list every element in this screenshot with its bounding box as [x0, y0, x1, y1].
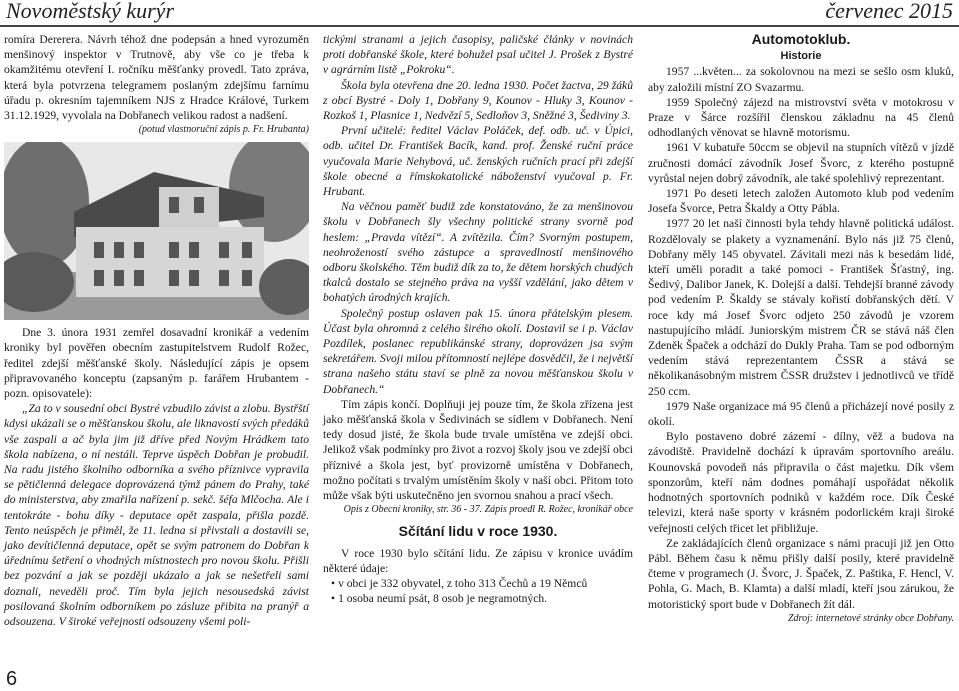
subheading: Historie: [780, 50, 822, 63]
column-right: [648, 32, 954, 625]
paragraph: 1961 V kubatuře 50ccm se objevil na stupních vítězů v jízdě zručnosti domácí závodník Josef Švorc, z kterého postupně vyrůstal nejen dobrý závodník, ale také spolehlivý reprezentant.: [648, 141, 954, 185]
paragraph: Tím zápis končí. Doplňuji jej pouze tím, že škola zřízena jest jako měšťanská škola v Šedivinách se sídlem v Dobřanech. Není tedy dosud jisté, že škola bude trvale umístěna ve zdejší obci. Jelikož však podmínky pro život a rozvoj školy jsou ve zdejší obci příznivé a škola jest, byť provizorně umístěna v Dobřanech, možno počítati s trvalým umístěním školy v naší obci. Přitom toto může však býti uskutečněno jen svornou snahou a prací všech.: [323, 397, 633, 503]
column-middle: [323, 32, 633, 606]
paragraph: 1959 Společný zájezd na mistrovství světa v motokrosu v Praze v Šárce rozšířil členskou základnu na 45 členů odhodlaných věnovat se hlavně motorismu.: [648, 95, 954, 140]
paragraph: tickými stranami a jejich časopisy, paličské články v novinách proti dobřanské škole, které bohužel psal učitel J. Prošek z Bystré v agrárním listě „Pokroku“.: [323, 33, 633, 77]
paragraph: Společný postup oslaven pak 15. února přátelským plesem. Účast byla ohromná z celého širého okolí. Dostavil se i p. Václav Pozdílek, poslanec republikánské strany, doprovázen jsa svým sekretářem. Svoji milou přítomností nejlépe dosvědčil, že i největší strana našeho státu staví se plně za novou měšťanskou školu v Dobřanech.“: [323, 306, 633, 396]
school-building-photo: [4, 142, 309, 320]
paragraph: Škola byla otevřena dne 20. ledna 1930. Počet žactva, 29 žáků z obcí Bystré - Doly 1, Dobřany 9, Kounov - Hluky 3, Kounov - Rozkoš 1, Plasnice 1, Nedvězí 5, Sedloňov 3, Sněžné 3, Šediviny 3.: [323, 78, 633, 123]
paragraph: romíra Dererera. Návrh téhož dne podepsán a hned vyrozuměn menšinový inspektor v Trutnově, aby vše co je třeba k okamžitému otevření I. ročníku měšťanky provedl. Tato zpráva, která byla potvrzena telegramem poslaným zdejšímu farnímu úřadu p. okresním tajemníkem NJS z Hradce Králové, Turkem 31.12.1929, vyvolala na Dobřanech velikou radost a nadšení.: [4, 33, 309, 123]
section-heading: Sčítání lidu v roce 1930.: [398, 523, 558, 540]
paragraph: 1977 20 let naší činnosti byla tehdy hlavně politická událost. Rozdělovaly se plakety a vyznamenání. Bylo nás již 75 členů, Dobřany měly 145 obyvatel. Závitali mezi nás k besedám lidé, kteří uměli poradit a také pomoci - František Šťastný, ing. Šedivý, Dalibor Janek, K. Dolejší a další. Tehdejší branné závody pod vedením P. Škaldy se stávaly kořistí dobřanských dětí. V roce kdy má Josef Švorc odjeto 250 závodů je vzorem nastupujícího mládí. Juniorským mistrem ČR se stává náš člen Zdeněk Špaček a odchází do Dukly Praha. Tam se pod odborným vedením stává reprezentantem ČSSR a stává se několikanásobným mistrem ČSSR družstev i jednotlivců ve třídě 250 ccm.: [648, 217, 954, 398]
page-header: [0, 0, 959, 26]
list-item: • v obci je 332 obyvatel, z toho 313 Čechů a 19 Němců: [331, 576, 633, 591]
paragraph: Ze zakládajících členů organizace s námi pracují již jen Otto Pábl. Během času k němu přišly další posily, které pravidelně čteme v programech (J. Švorc, J. Špaček, Z. Paštika, F. Hencl, V. Pohla, G. Mach, B. Klamta) a další mladí, kteří jsou zárukou, že motoristický sport bude v Dobřanech žít dál.: [648, 536, 954, 611]
paragraph: 1979 Naše organizace má 95 členů a přicházejí nové posily z okolí.: [648, 399, 954, 429]
issue-date: červenec 2015: [825, 0, 953, 23]
list-item: • 1 osoba neumí psát, 8 osob je negramotných.: [331, 591, 633, 606]
source-note: Zdroj: internetové stránky obce Dobřany.: [788, 612, 954, 624]
section-heading: Automotoklub.: [751, 31, 851, 47]
page-number: 6: [6, 668, 18, 690]
paragraph: 1957 ...květen... za sokolovnou na mezi se sešlo osm kluků, aby založili místní ZO Svazarmu.: [648, 65, 954, 94]
author-note: (potud vlastnoruční zápis p. Fr. Hrubanta): [138, 124, 309, 136]
source-note: Opis z Obecní kroniky, str. 36 - 37. Zápis proedl R. Rožec, kronikář obce: [343, 504, 633, 516]
masthead: Novoměstský kurýr: [6, 0, 175, 23]
paragraph: „Za to v sousední obci Bystré vzbudilo závist a zlobu. Bystřští kdysi ukázali se o měšťanskou školu, ale liknavostí svých předáků vše zaspali a ač byla jim již dříve před Novým Hrádkem tato škola nabízena, o ní nestáli. Teprve úspěch Dobřan je probudil. Na radu jistého školního odborníka a svého příznivce vypravila se pětičlenná delegace doprovázená týmž pánem do Prahy, také do ministerstva, aby zmařila nařízení p. sekč. šéfa Mlčocha. Ale i tentokráte - bohu díky - deputace opět zaspala, přišla pozdě. Tento neúspěch je přiměl, že 11. ledna si přivstali a dostavili se, jako devítičlenná deputace, opět se svým patronem do Dobřan k úřednímu šetření o vhodných místnostech pro novou školu. Přišli bez pozvání a jak se později ukázalo a jak se nešetřeli sami doznali, neveděli proč. Tím byla jejich nesousedská závist posilovaná školním odborníkem po zásluze přibita na pranýř a odsouzena. V široké veřejnosti odsouzeny všemi poli-: [4, 402, 309, 629]
census-list: [323, 576, 633, 606]
paragraph: První učitelé: ředitel Václav Poláček, def. odb. uč. v Úpici, odb. učitel Dr. František Bacík, kand. prof. Ženské ruční práce vyučovala Marie Nehybová, uč. ženských ručních prací při zdejší škole obecné a římskokatolické náboženství vyučoval p. Fr. Hrubant.: [323, 124, 633, 199]
column-left: [4, 32, 309, 629]
paragraph: V roce 1930 bylo sčítání lidu. Ze zápisu v kronice uvádím některé údaje:: [323, 546, 633, 575]
paragraph: 1971 Po deseti letech založen Automoto klub pod vedením Josefa Švorce, Petra Škaldy a Otty Pábla.: [648, 187, 954, 216]
header-rule: [0, 25, 959, 27]
paragraph: Na věčnou paměť budiž zde konstatováno, že za menšinovou školu v Dobřanech šly všechny politické strany svorně pod heslem: „Pravda vítězí“. A zvítězila. Čím? Svorným postupem, neohrožeností svého zástupce a spravedlností menšinového odboru školského. Těm budiž dík za to, že dětem horských chudých tkalců dostalo se stejného práva na vyšší vzdělání, jako dětem v bohatých úrodných krajích.: [323, 200, 633, 305]
paragraph: Dne 3. února 1931 zemřel dosavadní kronikář a vedením kroniky byl pověřen obecním zastupitelstvem Rudolf Rožec, ředitel zdejší měšťanské školy. Následující zápis je opsem připravovaného konceptu (zapsaným p. farářem Hrubantem - pozn. opisovatele):: [4, 326, 309, 401]
paragraph: Bylo postaveno dobré zázemí - dílny, věž a budova na závodiště. Pravidelně dochází k úpravám sportovního areálu. Kounovská povodeň nás připravila o část majetku. Dík všem sponzorům, kteří nám dodnes pomáhají uspořádat několik hodnotných sportovních podniků v každém roce. Dík České televizi, která naše sporty v krásném podorlickém kraji široké veřejnosti celých třicet let přibližuje.: [648, 430, 954, 535]
